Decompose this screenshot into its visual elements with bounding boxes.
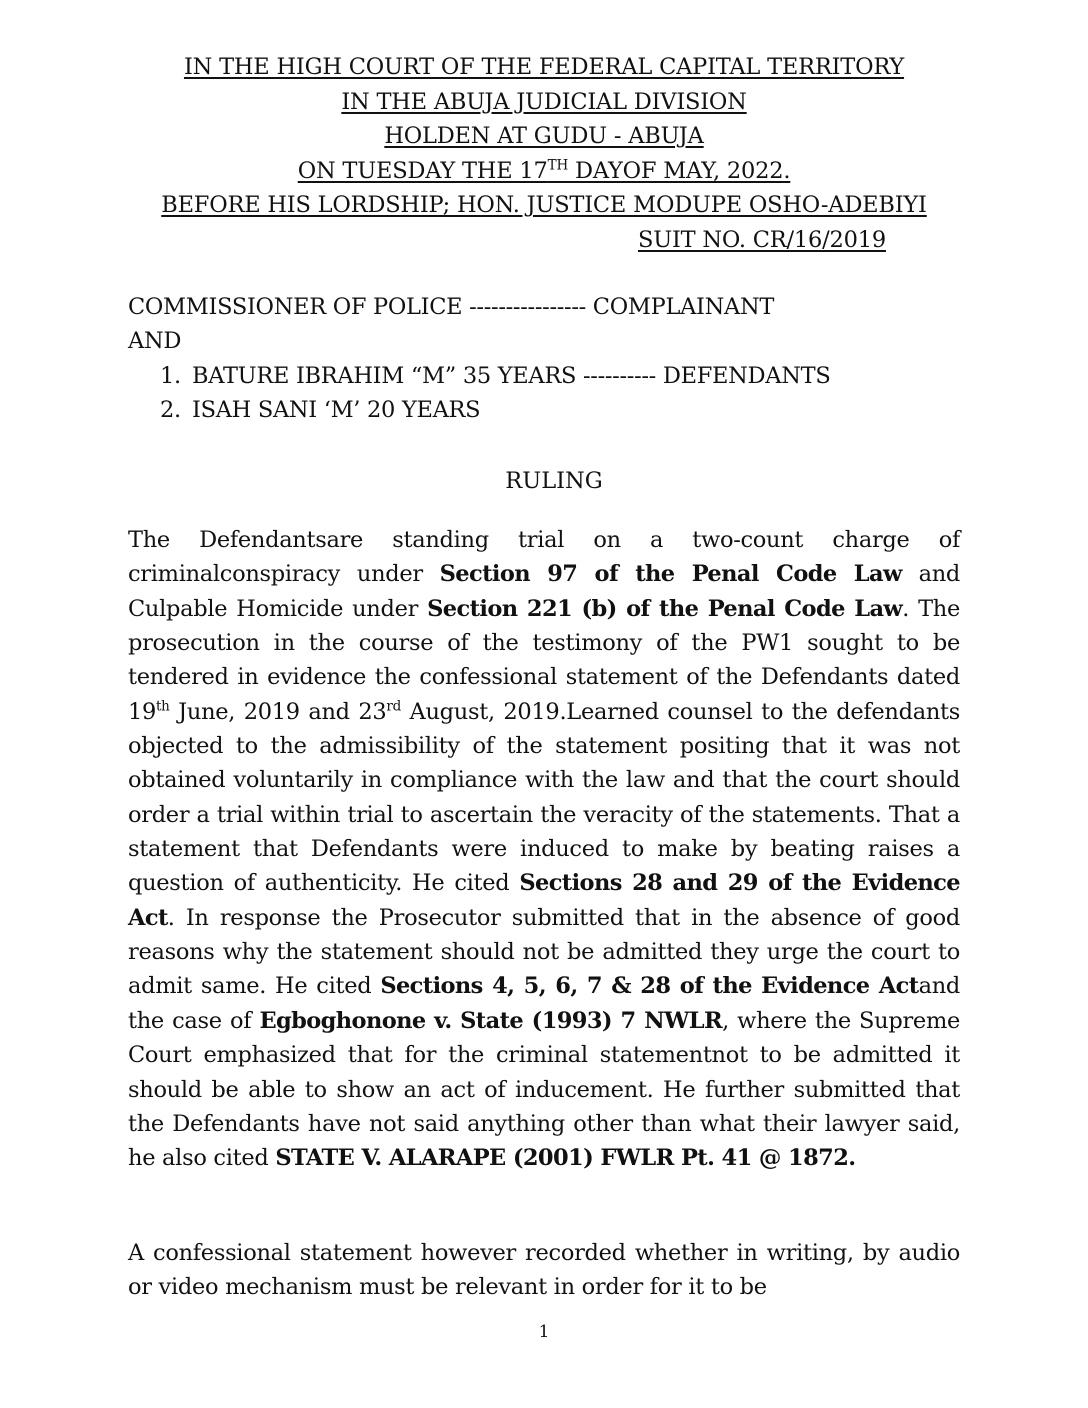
date-line (298, 158, 791, 184)
defendant-number: 2. (160, 397, 181, 424)
date-line-suffix: DAYOF MAY, 2022. (568, 157, 791, 184)
text-run: , where the Supreme Court emphasized that for the criminal statementnot to be admitted it should be able to show an act of inducement. He further submitted that the Defendants have not said anything other than what their lawyer said, he also cited (128, 1007, 960, 1172)
ruling-title: RULING (505, 468, 603, 494)
defendant-item (128, 393, 830, 427)
statute-citation: Sections 28 and 29 of the Evidence Act (128, 870, 960, 931)
holden-at-line: HOLDEN AT GUDU - ABUJA (384, 123, 704, 150)
defendant-name: BATURE IBRAHIM “M” 35 YEARS ---------- DEFENDANTS (192, 362, 831, 389)
text-run: June, 2019 and 23 (169, 698, 387, 725)
case-citation: STATE V. ALARAPE (2001) FWLR Pt. 41 @ 1872. (275, 1145, 856, 1172)
date-line-prefix: ON TUESDAY THE 17 (297, 157, 548, 184)
defendant-name: ISAH SANI ‘M’ 20 YEARS (192, 397, 481, 424)
case-citation: Egboghonone v. State (1993) 7 NWLR (259, 1007, 723, 1034)
suit-number: SUIT NO. CR/16/2019 (638, 226, 886, 253)
statute-citation: Sections 4, 5, 6, 7 & 28 of the Evidence Act (380, 973, 919, 1000)
ordinal-suffix: th (156, 698, 170, 715)
text-run: and Culpable Homicide under (128, 561, 960, 622)
court-name-line: IN THE HIGH COURT OF THE FEDERAL CAPITAL TERRITORY (183, 54, 905, 80)
ruling-paragraph-1 (128, 523, 960, 1176)
text-run: The Defendantsare standing trial on a two-count charge of criminalconspiracy under (128, 527, 960, 588)
judge-line: BEFORE HIS LORDSHIP; HON. JUSTICE MODUPE OSHO-ADEBIYI (161, 192, 927, 219)
defendant-number: 1. (160, 362, 181, 389)
text-run: and the case of (128, 973, 960, 1034)
and-line: AND (128, 328, 182, 355)
ordinal-suffix: rd (386, 698, 401, 715)
division-line: IN THE ABUJA JUDICIAL DIVISION (341, 88, 747, 115)
complainant-line: COMMISSIONER OF POLICE ---------------- COMPLAINANT (128, 294, 775, 320)
text-run: . The prosecution in the course of the testimony of the PW1 sought to be tendered in evidence the confessional statement of the Defendants dated 19 (128, 595, 961, 725)
statute-citation: Section 97 of the Penal Code Law (439, 561, 902, 588)
court-heading (128, 50, 960, 258)
ruling-paragraph-2: A confessional statement however recorded whether in writing, by audio or video mechanism must be relevant in order for it to be (128, 1240, 960, 1301)
defendant-item (128, 359, 830, 393)
text-run: August, 2019.Learned counsel to the defendants objected to the admissibility of the statement positing that it was not obtained voluntarily in compliance with the law and that the court should order a trial within trial to ascertain the veracity of the statements. That a statement that Defendants were induced to make by beating raises a question of authenticity. He cited (128, 698, 960, 897)
statute-citation: Section 221 (b) of the Penal Code Law (427, 595, 903, 622)
parties-block (128, 290, 830, 428)
text-run: . In response the Prosecutor submitted that in the absence of good reasons why the statement should not be admitted they urge the court to admit same. He cited (128, 904, 960, 1000)
date-line-ordinal: TH (547, 157, 569, 174)
page-number: 1 (538, 1322, 550, 1342)
